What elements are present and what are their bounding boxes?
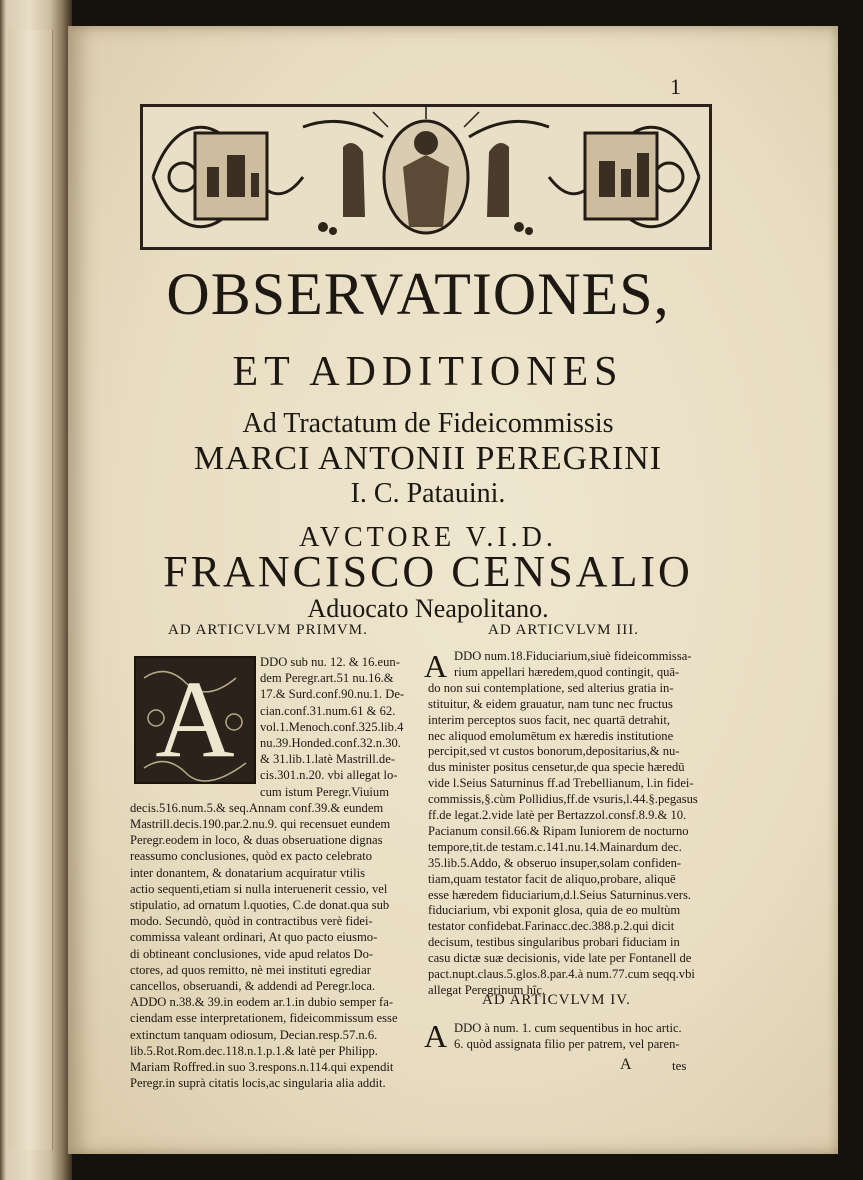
decorated-initial	[134, 656, 256, 784]
text-line: actio sequenti,etiam si nulla interuenerit cessio, vel	[130, 881, 388, 896]
page-number: 1	[670, 74, 681, 99]
text-line: modo. Secundò, quòd in contractibus verè fidei-	[130, 914, 373, 929]
text-line: DDO num.18.Fiduciarium,siuè fideicommissa-	[454, 649, 692, 663]
text-line: & 31.lib.1.latè Mastrill.de-	[260, 752, 396, 767]
text-line: pact.nupt.claus.5.glos.8.par.4.à num.77.cum seqq.vbi	[428, 967, 695, 981]
text-line: stipulatio, ad ornatum l.quoties, C.de donat.qua sub	[130, 898, 390, 912]
text-line: 17.& Surd.conf.90.nu.1. De-	[260, 687, 405, 702]
text-line: dem Peregr.art.51 nu.16.&	[260, 671, 394, 686]
left-column-heading: AD ARTICVLVM PRIMVM.	[168, 622, 368, 638]
title-et-additiones: ET ADDITIONES	[232, 349, 624, 395]
text-line: percipit,sed vt custos bonorum,depositarius,& nu-	[428, 744, 680, 759]
right-initial-letter-2: A	[424, 1018, 448, 1054]
text-line: Mastrill.decis.190.par.2.nu.9. qui recensuet eundem	[130, 817, 391, 831]
text-line: allegat Peregrinum hîc.	[428, 982, 546, 997]
text-line: stituitur, & eidem grauatur, nam tunc nec fructus	[428, 696, 673, 711]
text-line: do non sui contemplatione, sed alterius gratia in-	[428, 680, 674, 695]
title-aduocato: Aduocato Neapolitano.	[307, 594, 549, 623]
text-line: DDO sub nu. 12. & 16.eun-	[260, 655, 400, 669]
text-line: fiduciarium, vbi exponit glosa, quia de eo multùm	[428, 903, 681, 918]
text-line: Peregr.in suprà citatis locis,ac singularia alia addit.	[130, 1076, 386, 1091]
book-page	[68, 26, 838, 1154]
text-line: vide l.Seius Saturninus ff.ad Trebellianum, l.in fidei-	[428, 776, 694, 791]
woodcut-headpiece	[140, 104, 712, 250]
title-observationes: OBSERVATIONES,	[166, 261, 670, 327]
text-line: Peregr.eodem in loco, & duas obseruatione dignas	[130, 833, 383, 848]
text-line: Pacianum consil.66.& Ripam Iuniorem de nocturno	[428, 823, 689, 838]
catchword: tes	[672, 1058, 687, 1073]
right-column-heading-2: AD ARTICVLVM IV.	[482, 992, 631, 1008]
title-auctore: AVCTORE V.I.D.	[299, 522, 557, 553]
title-ad-tractatum: Ad Tractatum de Fideicommissis	[242, 408, 614, 439]
text-line: ciendam esse interpretationem, fideicommissum esse	[130, 1011, 398, 1026]
right-column-heading: AD ARTICVLVM III.	[488, 622, 639, 638]
text-line: Mariam Roffred.in suo 3.respons.n.114.qui expendit	[130, 1060, 394, 1074]
text-line: 35.lib.5.Addo, & obseruo insuper,solam confiden-	[428, 855, 682, 870]
text-line: vol.1.Menoch.conf.325.lib.4	[260, 719, 404, 734]
text-line: reassumo conclusiones, quòd ex pacto celebrato	[130, 849, 372, 864]
text-line: cum istum Peregr.Viuium	[260, 784, 390, 799]
text-line: DDO à num. 1. cum sequentibus in hoc artic.	[454, 1021, 682, 1035]
text-line: commissa valeant ordinari, At quo pacto eiusmo-	[130, 930, 378, 945]
initial-letter: A	[155, 658, 235, 780]
text-line: decis.516.num.5.& seq.Annam conf.39.& eundem	[130, 800, 384, 815]
text-line: testator confidebat.Farinacc.dec.388.p.2.qui dicit	[428, 919, 675, 934]
text-line: 6. quòd assignata filio per patrem, vel paren-	[454, 1037, 680, 1051]
text-line: lib.5.Rot.Rom.dec.118.n.1.p.1.& latè per Philipp.	[130, 1043, 378, 1058]
text-line: dus minister positus censetur,de qua specie hæredū	[428, 760, 685, 775]
text-line: ctores, ad quos remitto, nè mei instituti egrediar	[130, 962, 371, 977]
text-line: nec aliquod emolumētum ex hæredis institutione	[428, 728, 674, 743]
text-line: commissis,§.cùm Pollidius,ff.de vsuris,l.44.§.pegasus	[428, 792, 698, 807]
catchword-letter: A	[620, 1056, 632, 1073]
text-line: rium appellari hæredem,quod contingit, quā-	[454, 664, 680, 679]
text-line: tempore,tit.de testam.c.141.nu.14.Mainardum dec.	[428, 839, 682, 854]
text-line: extinctum tanquam odiosum, Decian.resp.57.n.6.	[130, 1027, 378, 1042]
text-line: decisum, testibus singularibus probari fiduciam in	[428, 935, 680, 950]
text-line: cancellos, obseruandi, & addendi ad Peregr.loca.	[130, 979, 376, 993]
text-line: ADDO n.38.& 39.in eodem ar.1.in dubio semper fa-	[130, 995, 394, 1010]
text-line: tiam,quam testator facit de aliquo,probare, aliquē	[428, 871, 676, 886]
title-author-peregrini: MARCI ANTONII PEREGRINI	[193, 440, 663, 477]
text-line: interim perceptos suos facit, nec quartā detrahit,	[428, 712, 670, 727]
text-line: esse hæredem fiduciarium,d.l.Seius Saturninus.vers.	[428, 887, 692, 902]
spine-paper-edge	[8, 30, 53, 1150]
right-initial-letter: A	[424, 648, 448, 684]
text-line: casu dictæ suæ decisionis, vide late per Fontanell de	[428, 951, 692, 966]
text-line: inter donantem, & donatarium acquiratur vtilis	[130, 865, 366, 880]
headpiece-ornament	[143, 107, 709, 247]
title-francisco-censalio: FRANCISCO CENSALIO	[163, 547, 693, 596]
book-spine	[0, 0, 72, 1180]
text-line: ff.de legat.2.vide latè per Bertazzol.consf.8.9.& 10.	[428, 808, 687, 822]
title-ic-patauini: I. C. Patauini.	[350, 478, 506, 509]
text-line: cis.301.n.20. vbi allegat lo-	[260, 768, 398, 783]
text-line: nu.39.Honded.conf.32.n.30.	[260, 736, 401, 750]
text-line: cian.conf.31.num.61 & 62.	[260, 703, 396, 718]
text-line: di obtineant conclusiones, vide apud relatos Do-	[130, 946, 374, 961]
